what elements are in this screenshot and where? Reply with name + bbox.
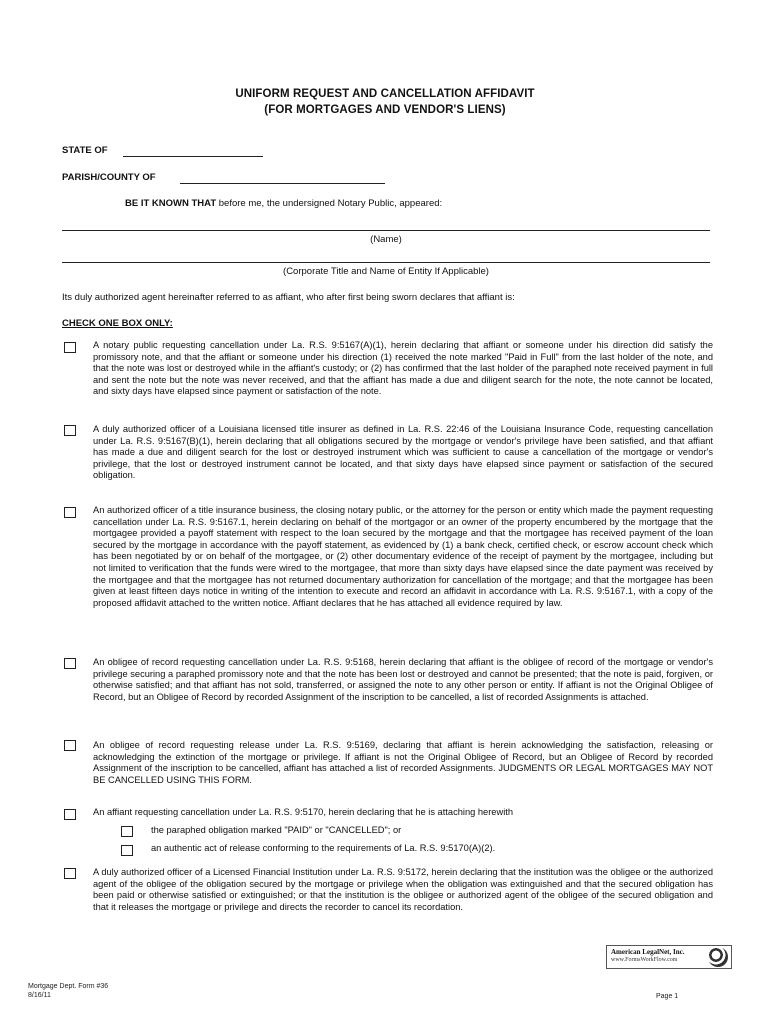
form-subtitle: (FOR MORTGAGES AND VENDOR'S LIENS) [264, 104, 506, 116]
logo-name: American LegalNet, Inc. [611, 948, 685, 956]
option-text-title-insurer: A duly authorized officer of a Louisiana licensed title insurer as defined in La. R.S. 22:46 of the Louisiana Insurance Code, requesting cancellation under La. R.S. 9:5167(B)(1), herein declaring that all obligations secured by the mortgage or vendor's privilege have been satisfied, and that affiant has made a due and diligent search for the lost or destroyed instrument which was sufficient to cause a cancellation of the mortgage or vendor's privilege, that the lost or destroyed instrument cannot be located, and that sixty days have elapsed since payment or satisfaction of the secured obligation. [93, 424, 713, 481]
sub-option-checkbox-authentic-act[interactable] [121, 845, 133, 856]
affiant-intro-text: Its duly authorized agent hereinafter referred to as affiant, who after first being sworn declares that affiant is: [62, 292, 515, 303]
be-it-known-bold: BE IT KNOWN THAT [125, 198, 217, 209]
name-caption: (Name) [370, 234, 402, 245]
option-text-financial-institution: A duly authorized officer of a Licensed Financial Institution under La. R.S. 9:5172, herein declaring that the institution was the obligee or the authorized agent of the obligee of the obligation secured by the mortgage or privilege when the obligation was extinguished and that the secured obligation has been paid or otherwise satisfied or extinguished; or that the institution is the obligee or authorized agent of the obligee of the secured obligation and that it releases the mortgage or privilege and directs the recorder to cancel its recordation. [93, 867, 713, 912]
footer-date: 8/16/11 [28, 992, 51, 999]
footer-form-id: Mortgage Dept. Form #36 [28, 983, 109, 990]
corporate-title-caption: (Corporate Title and Name of Entity If Applicable) [283, 266, 489, 277]
footer-page-number: Page 1 [656, 993, 679, 1000]
parish-label: PARISH/COUNTY OF [62, 172, 156, 183]
option-checkbox-affiant-5170[interactable] [64, 809, 76, 820]
sub-option-text-paraphed: the paraphed obligation marked "PAID" or "CANCELLED"; or [151, 825, 402, 835]
logo-url: www.FormsWorkFlow.com [611, 957, 678, 963]
option-text-notary: A notary public requesting cancellation under La. R.S. 9:5167(A)(1), herein declaring that affiant or someone under his direction did satisfy the promissory note, and that the affiant or someone under his direction (1) received the note marked "Paid in Full" from the last holder of the note, and that the note was lost or destroyed while in the affiant's custody; or (2) has confirmed that the last holder of the paraphed note received payment in full and sent the note but the note was never received, and that the affiant has made a due and diligent search for the note, the note cannot be located, and sixty days have elapsed since payment or satisfaction of the note. [93, 340, 713, 397]
sub-option-checkbox-paraphed[interactable] [121, 826, 133, 837]
name-field[interactable] [62, 230, 710, 231]
form-title: UNIFORM REQUEST AND CANCELLATION AFFIDAVIT [235, 88, 535, 100]
option-checkbox-financial-institution[interactable] [64, 868, 76, 879]
option-checkbox-title-insurer[interactable] [64, 425, 76, 436]
option-checkbox-title-business[interactable] [64, 507, 76, 518]
check-one-box-header: CHECK ONE BOX ONLY: [62, 318, 173, 329]
corporate-title-field[interactable] [62, 262, 710, 263]
option-text-title-business: An authorized officer of a title insurance business, the closing notary public, or the attorney for the person or entity which made the payment requesting cancellation under La. R.S. 9:5167.1, herein declaring on behalf of the mortgagor or an owner of the property encumbered by the mortgage that the mortgagee provided a payoff statement with respect to the loan secured by the mortgage and that the mortgagee has received payment of the loan secured by the mortgage in accordance with the payoff statement, as evidenced by (1) a bank check, certified check, or escrow account check which has been negotiated by or on behalf of the mortgagee, or (2) other documentary evidence of the receipt of payment by the mortgagee, including but not limited to verification that the funds were wired to the mortgagee, that more than sixty days have elapsed since the date payment was received by the mortgagee and that the mortgagee has not returned documentary authorization for cancellation of the mortgage; and that the mortgagee has been given at least fifteen days notice in writing of the intention to execute and record an affidavit in accordance with La. R.S. 9:5167.1, with a copy of the proposed affidavit attached to the written notice. Affiant declares that he has attached all evidence required by law. [93, 505, 713, 608]
option-checkbox-obligee-release[interactable] [64, 740, 76, 751]
option-checkbox-obligee-cancellation[interactable] [64, 658, 76, 669]
parish-field[interactable] [180, 183, 385, 184]
state-field[interactable] [123, 156, 263, 157]
logo-mark-icon [708, 947, 728, 967]
sub-option-text-authentic-act: an authentic act of release conforming to the requirements of La. R.S. 9:5170(A)(2). [151, 843, 496, 853]
option-checkbox-notary[interactable] [64, 342, 76, 353]
be-it-known-rest: before me, the undersigned Notary Public, appeared: [216, 198, 443, 209]
state-label: STATE OF [62, 145, 108, 156]
option-text-obligee-release: An obligee of record requesting release under La. R.S. 9:5169, declaring that affiant is herein acknowledging the satisfaction, releasing or acknowledging the extinction of the mortgage or privilege. If affiant is not the Original Obligee of Record, but an Obligee of Record by recorded Assignment of the inscription to be cancelled, affiant has attached a list of recorded Assignments. JUDGMENTS OR LEGAL MORTGAGES MAY NOT BE CANCELLED USING THIS FORM. [93, 740, 713, 785]
be-it-known-text [125, 198, 442, 209]
option-text-affiant-5170: An affiant requesting cancellation under La. R.S. 9:5170, herein declaring that he is attaching herewith [93, 807, 514, 817]
option-text-obligee-cancellation: An obligee of record requesting cancellation under La. R.S. 9:5168, herein declaring that affiant is the obligee of record of the mortgage or vendor's privilege securing a paraphed promissory note and that the note has been lost or destroyed and cannot be presented; that the note is paid, forgiven, or otherwise satisfied; and that affiant has not sold, transferred, or assigned the note to any other person or entity. If affiant is not the Original Obligee of Record, but an Obligee of Record by recorded Assignment of the inscription to be cancelled, a list of recorded Assignments is attached. [93, 657, 713, 702]
american-legalnet-logo [606, 945, 732, 969]
